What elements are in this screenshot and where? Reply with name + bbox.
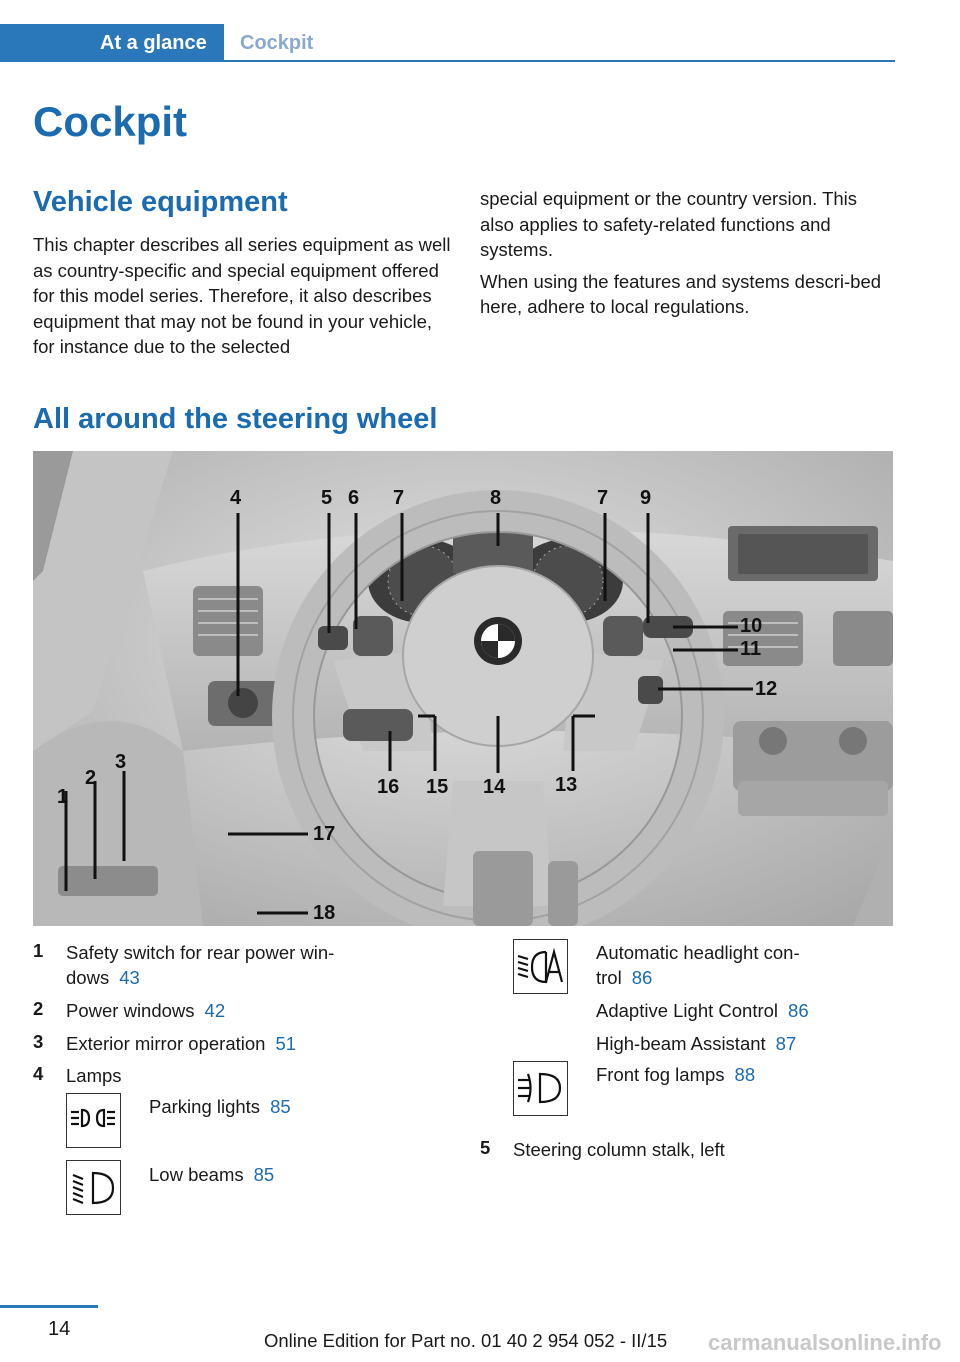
callout-11: 11 xyxy=(740,638,762,660)
legend-num-3: 3 xyxy=(33,1031,44,1052)
callout-2: 2 xyxy=(85,767,97,789)
tab-at-a-glance[interactable]: At a glance xyxy=(0,24,224,62)
high-beam-assistant-item xyxy=(596,1031,796,1056)
callout-12: 12 xyxy=(755,678,778,700)
legend-text-2: Power windows xyxy=(66,1000,195,1021)
section-title-vehicle-equipment: Vehicle equipment xyxy=(33,186,288,218)
callout-9: 9 xyxy=(640,487,652,509)
callout-18: 18 xyxy=(313,902,336,924)
callout-10: 10 xyxy=(740,615,763,637)
intro-paragraph-2: When using the features and systems descri‑bed here, adhere to local regulations. xyxy=(480,270,882,317)
parking-lights-icon xyxy=(66,1093,121,1148)
front-fog-lamps-icon xyxy=(513,1061,568,1116)
callout-8: 8 xyxy=(490,487,502,509)
auto-headlight-item xyxy=(596,940,856,990)
page-link-42[interactable]: 42 xyxy=(204,1000,226,1021)
callout-16: 16 xyxy=(377,776,400,798)
callout-6: 6 xyxy=(348,487,360,509)
page-link-88[interactable]: 88 xyxy=(734,1064,756,1085)
legend-text-1a: Safety switch for rear power win- xyxy=(66,942,335,963)
front-fog-text: Front fog lamps xyxy=(596,1064,725,1085)
legend-text-1b: dows xyxy=(66,967,110,988)
page-link-87[interactable]: 87 xyxy=(775,1033,797,1054)
callout-5: 5 xyxy=(321,487,333,509)
section-title-steering-wheel: All around the steering wheel xyxy=(33,403,438,435)
front-fog-item xyxy=(596,1062,755,1087)
auto-headlight-text-a: Automatic headlight con- xyxy=(596,942,800,963)
legend-num-1: 1 xyxy=(33,940,44,961)
page-link-85-low[interactable]: 85 xyxy=(253,1164,275,1185)
automatic-headlight-icon xyxy=(513,939,568,994)
callout-4: 4 xyxy=(230,487,242,509)
intro-text-col2 xyxy=(480,186,895,326)
tab-cockpit[interactable]: Cockpit xyxy=(240,32,314,54)
legend-text-3: Exterior mirror operation xyxy=(66,1033,266,1054)
legend-item-2 xyxy=(66,998,225,1023)
legend-num-4: 4 xyxy=(33,1063,44,1084)
high-beam-assistant-text: High-beam Assistant xyxy=(596,1033,766,1054)
legend-num-2: 2 xyxy=(33,998,44,1019)
lamp-item-low-beams xyxy=(149,1162,274,1187)
legend-text-5: Steering column stalk, left xyxy=(513,1139,725,1160)
page-link-85-parking[interactable]: 85 xyxy=(270,1096,291,1117)
legend-text-4: Lamps xyxy=(66,1065,122,1086)
page-link-51[interactable]: 51 xyxy=(275,1033,297,1054)
callout-7-right: 7 xyxy=(597,487,609,509)
adaptive-light-text: Adaptive Light Control xyxy=(596,1000,779,1021)
callout-13: 13 xyxy=(555,774,578,796)
callout-15: 15 xyxy=(426,776,449,798)
page-link-86-auto[interactable]: 86 xyxy=(631,967,653,988)
page-title: Cockpit xyxy=(33,98,188,145)
adaptive-light-item xyxy=(596,998,809,1023)
watermark: carmanualsonline.info xyxy=(708,1330,942,1355)
auto-headlight-text-b: trol xyxy=(596,967,622,988)
lamp-text-parking: Parking lights xyxy=(149,1096,261,1117)
callout-14: 14 xyxy=(483,776,506,798)
lamp-item-parking xyxy=(149,1094,291,1119)
intro-text-col1: This chapter describes all series equipment as well as country-specific and special equipment offered for this model series. Therefore, it also describes equipment that may not be found in your vehicle, for instance due to the selected xyxy=(33,234,451,357)
legend-num-5: 5 xyxy=(480,1137,491,1158)
callout-17: 17 xyxy=(313,823,336,845)
lamp-text-low-beams: Low beams xyxy=(149,1164,244,1185)
page-link-43[interactable]: 43 xyxy=(119,967,140,988)
callout-1: 1 xyxy=(57,786,69,808)
page-link-86-adaptive[interactable]: 86 xyxy=(788,1000,809,1021)
callout-7-left: 7 xyxy=(393,487,405,509)
edition-text: Online Edition for Part no. 01 40 2 954 052 - II/15 xyxy=(264,1330,668,1351)
legend-item-1 xyxy=(66,940,386,990)
page-number: 14 xyxy=(48,1318,71,1340)
low-beams-icon xyxy=(66,1160,121,1215)
header-rule xyxy=(0,60,895,62)
intro-paragraph-1: special equipment or the country version. This also applies to safety-related functions and systems. xyxy=(480,188,858,260)
cockpit-illustration xyxy=(33,451,893,926)
callout-3: 3 xyxy=(115,751,127,773)
footer-rule xyxy=(0,1305,98,1308)
legend-item-3 xyxy=(66,1031,296,1056)
